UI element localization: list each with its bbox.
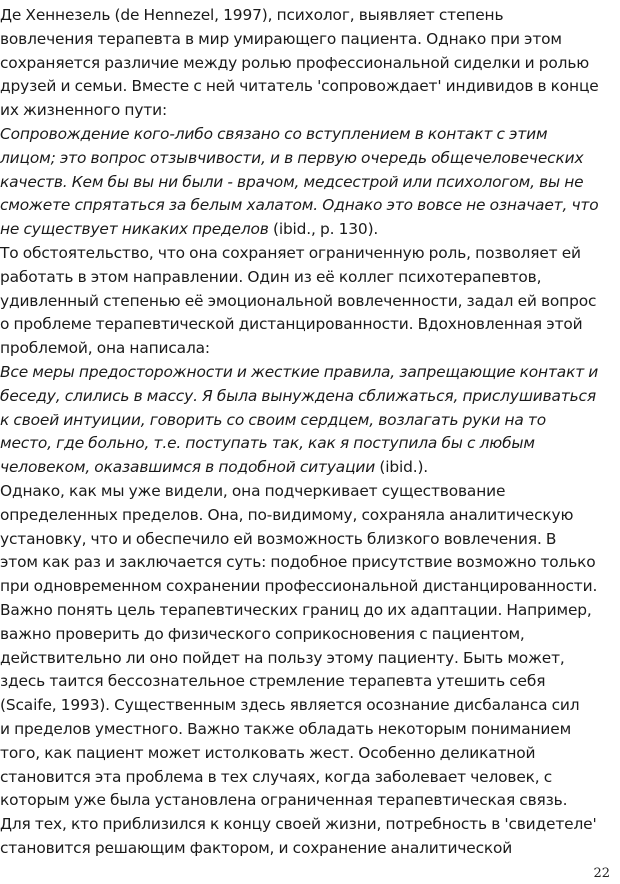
line-text: сохраняется различие между ролью профессиональной сиделки и ролью (0, 53, 590, 72)
text-line (0, 385, 612, 409)
text-line (0, 147, 612, 171)
text-line (0, 718, 612, 742)
line-text: Де Хеннезель (de Hennezel, 1997), психолог, выявляет степень (0, 6, 504, 24)
line-text: которым уже была установлена ограниченная терапевтическая связь. (0, 791, 568, 810)
text-line (0, 52, 612, 76)
text-line (0, 171, 612, 195)
italic-quote: качеств. Кем бы вы ни были - врачом, медсестрой или психологом, вы не (0, 172, 584, 191)
text-line (0, 599, 612, 623)
line-text: важно проверить до физического соприкосновения с пациентом, (0, 624, 525, 643)
italic-quote: сможете спрятаться за белым халатом. Однако это вовсе не означает, что (0, 196, 599, 215)
text-line (0, 290, 612, 314)
line-text: того, как пациент может истолковать жест. Особенно деликатной (0, 743, 536, 762)
line-text: Однако, как мы уже видели, она подчеркивает существование (0, 481, 506, 500)
text-line (0, 575, 612, 599)
line-text: друзей и семьи. Вместе с ней читатель 'сопровождает' индивидов в конце (0, 77, 599, 96)
line-text: То обстоятельство, что она сохраняет ограниченную роль, позволяет ей (0, 243, 581, 262)
text-line (0, 456, 612, 480)
body-text (0, 4, 612, 861)
text-line (0, 242, 612, 266)
text-line (0, 647, 612, 671)
text-line (0, 837, 612, 861)
text-line (0, 123, 612, 147)
text-line (0, 694, 612, 718)
line-text: проблемой, она написала: (0, 339, 210, 358)
page-number: 22 (593, 866, 610, 881)
italic-quote: Все меры предосторожности и жесткие правила, запрещающие контакт и (0, 362, 599, 381)
line-text: становится решающим фактором, и сохранение аналитической (0, 838, 513, 857)
line-text: Для тех, кто приблизился к концу своей жизни, потребность в 'свидетеле' (0, 815, 597, 834)
italic-quote: лицом; это вопрос отзывчивости, и в первую очередь общечеловеческих (0, 148, 584, 167)
text-line (0, 313, 612, 337)
line-text: удивленный степенью её эмоциональной вовлеченности, задал ей вопрос (0, 291, 597, 310)
line-text: при одновременном сохранении профессиональной дистанцированности. (0, 577, 598, 596)
text-line (0, 551, 612, 575)
text-line (0, 528, 612, 552)
line-text: Важно понять цель терапевтических границ до их адаптации. Например, (0, 600, 592, 619)
line-text: (Scaife, 1993). Существенным здесь является осознание дисбаланса сил (0, 696, 580, 715)
text-line (0, 409, 612, 433)
line-text: о проблеме терапевтической дистанцированности. Вдохновленная этой (0, 315, 583, 334)
italic-quote: к своей интуиции, говорить со своим сердцем, возлагать руки на то (0, 410, 546, 429)
line-text: (ibid.). (375, 458, 429, 477)
text-line (0, 28, 612, 52)
text-line (0, 480, 612, 504)
line-text: определенных пределов. Она, по-видимому, сохраняла аналитическую (0, 505, 574, 524)
line-text: этом как раз и заключается суть: подобное присутствие возможно только (0, 553, 596, 572)
text-line (0, 337, 612, 361)
italic-quote: место, где больно, т.е. поступать так, как я поступила бы с любым (0, 434, 535, 453)
italic-quote: беседу, слились в массу. Я была вынуждена сближаться, прислушиваться (0, 386, 596, 405)
text-line (0, 813, 612, 837)
line-text: действительно ли оно пойдет на пользу этому пациенту. Быть может, (0, 648, 565, 667)
line-text: вовлечения терапевта в мир умирающего пациента. Однако при этом (0, 29, 562, 48)
text-line (0, 99, 612, 123)
text-line (0, 789, 612, 813)
text-line (0, 432, 612, 456)
text-line (0, 361, 612, 385)
text-line (0, 766, 612, 790)
text-line (0, 4, 612, 28)
line-text: работать в этом направлении. Один из её коллег психотерапевтов, (0, 267, 542, 286)
line-text: установку, что и обеспечило ей возможность близкого вовлечения. В (0, 529, 557, 548)
italic-quote: не существует никаких пределов (0, 220, 269, 239)
italic-quote: человеком, оказавшимся в подобной ситуации (0, 458, 376, 477)
text-line (0, 75, 612, 99)
text-line (0, 194, 612, 218)
text-line (0, 504, 612, 528)
line-text: (ibid., р. 130). (268, 220, 379, 239)
line-text: их жизненного пути: (0, 101, 167, 120)
text-line (0, 266, 612, 290)
text-line (0, 218, 612, 242)
line-text: здесь таится бессознательное стремление терапевта утешить себя (0, 672, 546, 691)
text-line (0, 623, 612, 647)
line-text: и пределов уместного. Важно также обладать некоторым пониманием (0, 719, 572, 738)
line-text: становится эта проблема в тех случаях, когда заболевает человек, с (0, 767, 553, 786)
text-line (0, 742, 612, 766)
italic-quote: Сопровождение кого-либо связано со вступлением в контакт с этим (0, 124, 548, 143)
text-line (0, 670, 612, 694)
